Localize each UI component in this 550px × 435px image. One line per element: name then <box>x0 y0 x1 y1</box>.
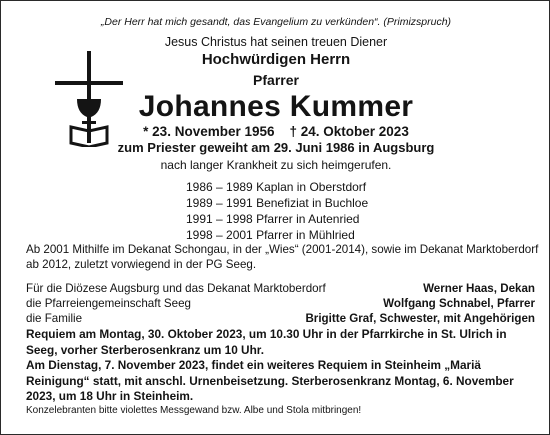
death-note: nach langer Krankheit zu sich heimgerufen. <box>160 158 392 172</box>
signatory-name: Brigitte Graf, Schwester, mit Angehörigen <box>305 312 535 325</box>
primiz-motto: „Der Herr hat mich gesandt, das Evangelium zu verkünden“. (Primizspruch) <box>100 16 452 28</box>
career-item: 1991 – 1998 Pfarrer in Autenried <box>186 212 360 226</box>
signatory-org: die Pfarreiengemeinschaft Seeg <box>26 297 191 310</box>
career-item: 1989 – 1991 Benefiziat in Buchloe <box>186 196 369 210</box>
intro-line: Jesus Christus hat seinen treuen Diener <box>164 35 388 49</box>
requiem-steinheim: Am Dienstag, 7. November 2023, findet ein weiteres Requiem in Steinheim „Mariä Reinigung“ statt, mit anschl. Urnenbeisetzung. Sterberosenkranz Montag, 6. November 2023, um 18 Uhr in Steinheim. <box>26 358 514 403</box>
life-dates: * 23. November 1956 † 24. Oktober 2023 <box>143 124 409 139</box>
service-paragraph: Ab 2001 Mithilfe im Dekanat Schongau, in der „Wies“ (2001-2014), sowie im Dekanat Marktoberdorf ab 2012, zuletzt vorwiegend in der PG Seeg. <box>26 243 539 271</box>
career-item: 1986 – 1989 Kaplan in Oberstdorf <box>186 180 367 194</box>
signatory-org: die Familie <box>26 312 83 325</box>
footer-note: Konzelebranten bitte violettes Messgewand bzw. Albe und Stola mitbringen! <box>26 405 362 416</box>
deceased-title: Pfarrer <box>253 72 299 88</box>
signatory-name: Wolfgang Schnabel, Pfarrer <box>383 297 535 310</box>
ordination-line: zum Priester geweiht am 29. Juni 1986 in Augsburg <box>117 140 435 155</box>
honorific: Hochwürdigen Herrn <box>201 51 351 68</box>
requiem-seeg: Requiem am Montag, 30. Oktober 2023, um 10.30 Uhr in der Pfarrkirche in St. Ulrich in Seeg, vorher Sterberosenkranz um 10 Uhr. <box>26 327 507 357</box>
career-item: 1998 – 2001 Pfarrer in Mühlried <box>186 228 355 242</box>
career-list <box>186 179 368 243</box>
signatory-name: Werner Haas, Dekan <box>423 282 535 295</box>
signatory-org: Für die Diözese Augsburg und das Dekanat Marktoberdorf <box>26 282 326 295</box>
deceased-name: Johannes Kummer <box>138 90 414 123</box>
